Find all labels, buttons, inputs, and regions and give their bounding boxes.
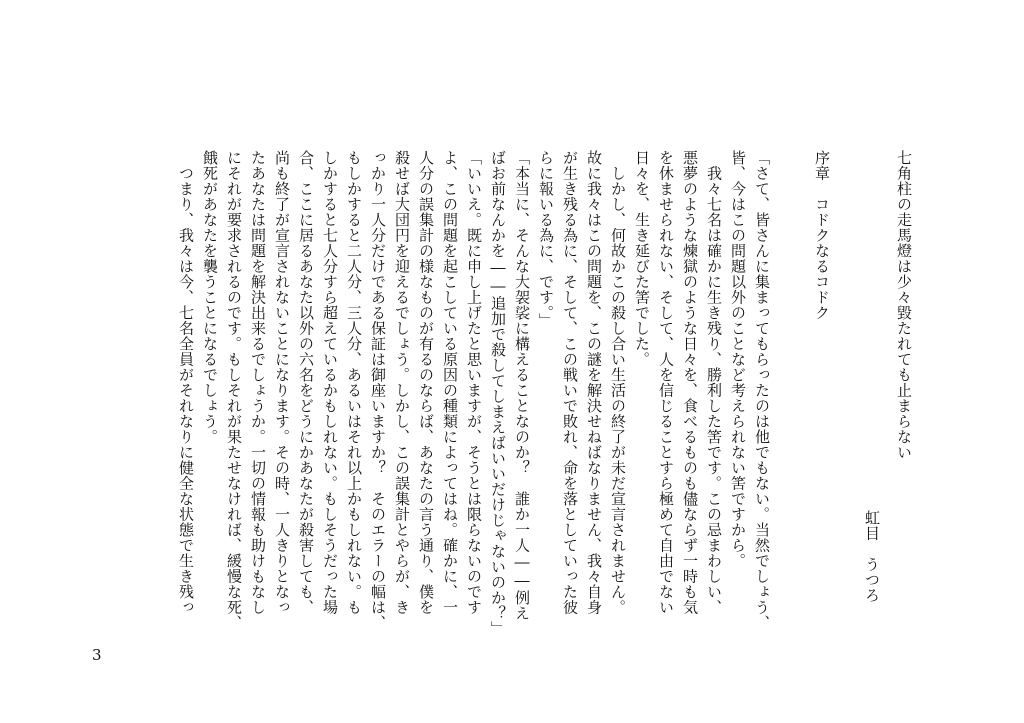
novel-title: 七角柱の走馬燈は少々毀たれても止まらない — [895, 150, 913, 460]
body-text: 「さて、皆さんに集まってもらったのは他でもない。当然でしょう、 皆、今はこの問題以外のことなど考えられない筈ですから。 我々七名は確かに生き残り、勝利した筈です。この忌まわしい、 悪夢のような煉獄のような日々を、食べるものも儘ならず一時も気 を休ませられない、そして、人を信じることすら極めて自由でない 日々を、生き延びた筈でした。 しかし、何故かこの殺し合い生活の終了が未だ宣言されません。 故に我々はこの問題を、この謎を解決せねばなりません、我々自身 が生き残る為に、そして、この戦いで敗れ、命を落としていった彼 らに報いる為に、です。」 「本当に、そんな大袈裟に構えることなのか？ 誰か一人――例え ばお前なんかを――追加で殺してしまえばいいだけじゃないのか？」 「いいえ。既に申し上げたと思いますが、そうとは限らないのです よ、この問題を起こしている原因の種類によってはね。確かに、一 人分の誤集計の様なものが有るのならば、あなたの言う通り、僕を 殺せば大団円を迎えるでしょう。しかし、この誤集計とやらが、き っかり一人分だけである保証は御座いますか？ そのエラーの幅は、 もしかすると二人分、三人分、あるいはそれ以上かもしれない。も しかすると七人分すら超えているかもしれない。もしそうだった場 合、ここに居るあなた以外の六名をどうにかあなたが殺害しても、 尚も終了が宣言されないことになります。その時、一人きりとなっ たあなたは問題を解決出来るでしょうか。一切の情報も助けもなし にそれが要求されるのです。もしそれが果たせなければ、緩慢な死、 餓死があなたを襲うことになるでしょう。 つまり、我々は今、七名全員がそれなりに健全な状態で生き残っ — [177, 150, 771, 637]
author-name: 虹目 うつろ — [863, 510, 881, 603]
page-number: 3 — [92, 646, 102, 664]
chapter-heading: 序章 コドクなるコドク — [813, 150, 831, 321]
